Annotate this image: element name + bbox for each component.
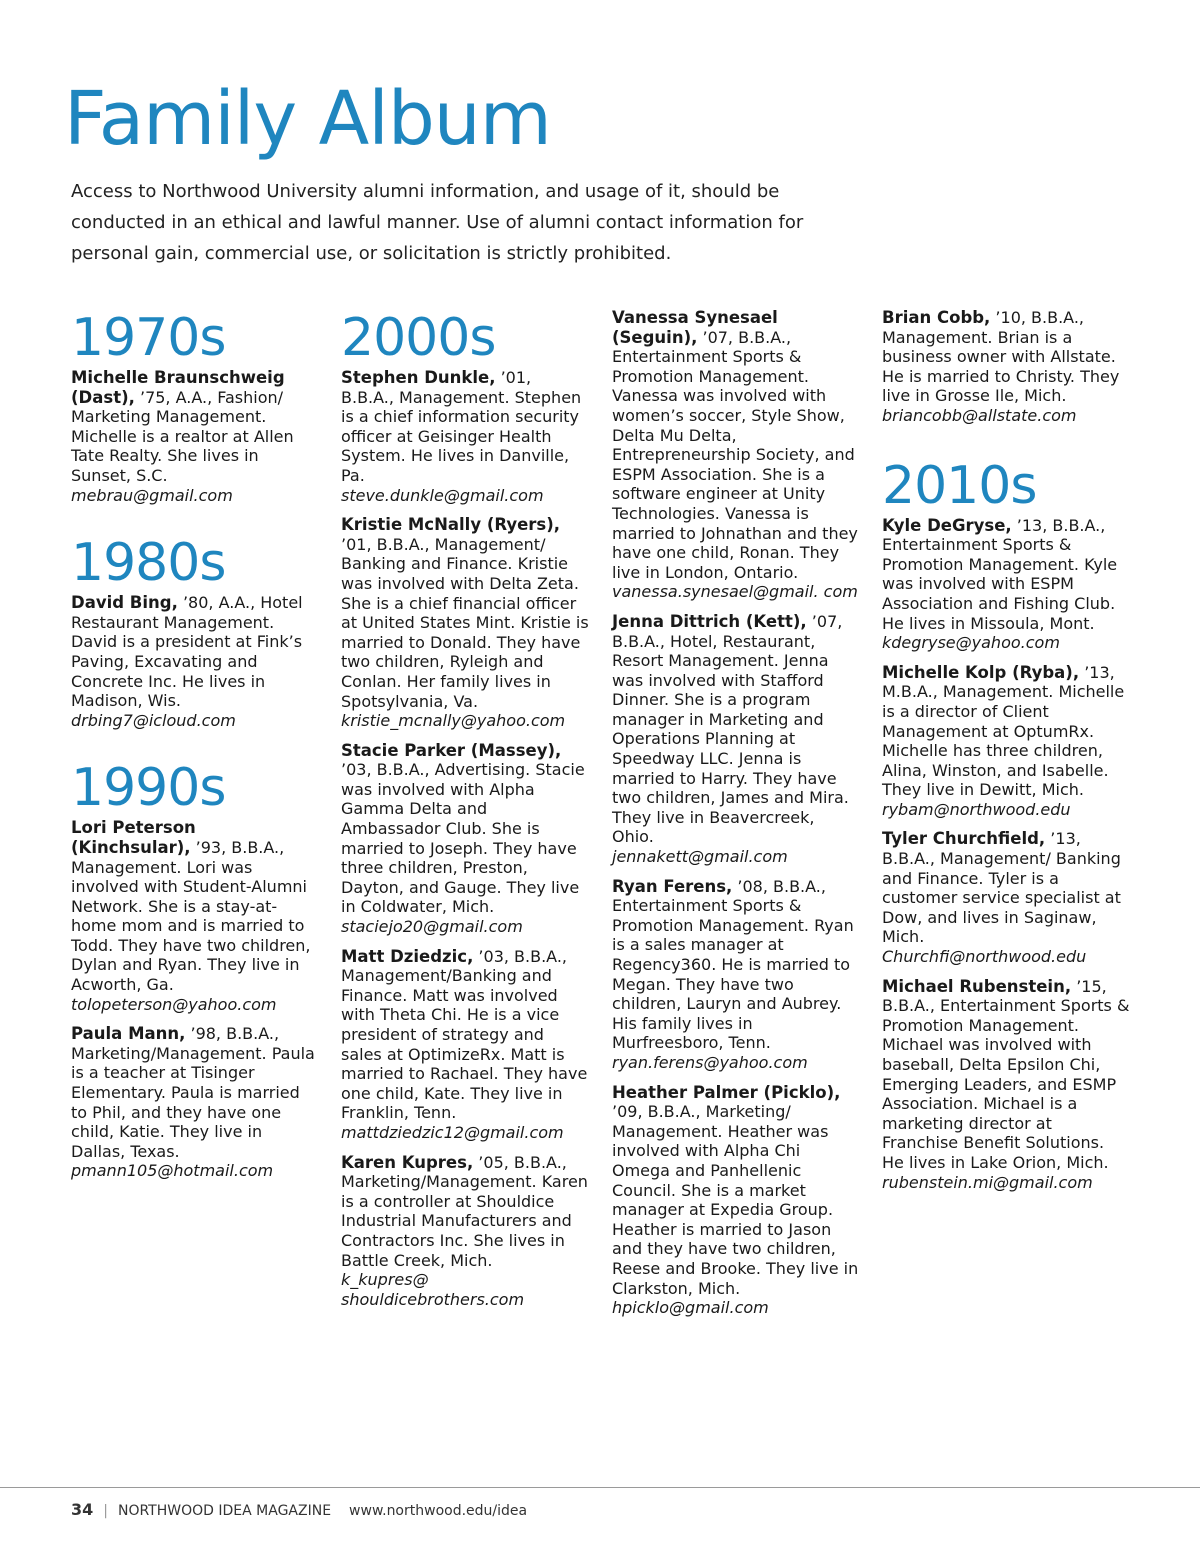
alumni-details: ’13, B.B.A., Entertainment Sports & Promotion Management. Kyle was involved with ESPM Association and Fishing Club. He lives in Missoula, Mont. (882, 515, 1118, 633)
page-footer (71, 1500, 527, 1519)
alumni-name: Michelle Braunschweig (Dast), (71, 368, 285, 407)
alumni-email: pmann105@hotmail.com (71, 1161, 274, 1181)
alumni-details: ’13, B.B.A., Management/ Banking and Finance. Tyler is a customer service specialist at Dow, and lives in Saginaw, Mich. (882, 829, 1121, 947)
alumni-details: ’10, B.B.A., Management. Brian is a business owner with Allstate. He is married to Christy. They live in Grosse Ile, Mich. (882, 308, 1120, 406)
alumni-entry (71, 818, 319, 1014)
alumni-entry (612, 308, 860, 602)
alumni-email: rybam@northwood.edu (882, 799, 1071, 819)
alumni-entry (341, 368, 589, 505)
column-2 (341, 308, 589, 1319)
decade-heading-1970s: 1970s (71, 308, 226, 368)
alumni-email: rubenstein.mi@gmail.com (882, 1172, 1093, 1192)
alumni-name: Stephen Dunkle, (341, 368, 496, 387)
alumni-name: Brian Cobb, (882, 308, 991, 327)
alumni-entry (341, 947, 589, 1143)
alumni-entry (612, 877, 860, 1073)
alumni-name: Kyle DeGryse, (882, 515, 1012, 535)
alumni-details: ’13, M.B.A., Management. Michelle is a director of Client Management at OptumRx. Michelle has three children, Alina, Winston, and Isabelle. They live in Dewitt, Mich. (882, 662, 1125, 800)
alumni-details: ’01, B.B.A., Management. Stephen is a chief information security officer at Geisinger Health System. He lives in Danville, Pa. (341, 368, 582, 485)
alumni-email: kristie_mcnally@yahoo.com (341, 711, 566, 731)
decade-heading-2000s: 2000s (341, 308, 496, 368)
alumni-name: Heather Palmer (Picklo), (612, 1082, 841, 1102)
alumni-name: Matt Dziedzic, (341, 946, 474, 966)
alumni-name: Michael Rubenstein, (882, 976, 1072, 996)
alumni-name: Tyler Churchfield, (882, 829, 1046, 849)
alumni-email: Churchfi@northwood.edu (882, 947, 1087, 967)
decade-heading-1980s: 1980s (71, 533, 226, 594)
footer-separator: | (103, 1503, 108, 1519)
alumni-details: ’15, B.B.A., Entertainment Sports & Promotion Management. Michael was involved with baseball, Delta Epsilon Chi, Emerging Leaders, and ESMP Association. Michael is a marketing director at Franchise Benefit Solutions. He lives in Lake Orion, Mich. (882, 976, 1130, 1172)
alumni-name: Michelle Kolp (Ryba), (882, 662, 1080, 682)
alumni-details: ’07, B.B.A., Hotel, Restaurant, Resort Management. Jenna was involved with Stafford Dinner. She is a program manager in Marketing and Operations Planning at Speedway LLC. Jenna is married to Harry. They have two children, James and Mira. They live in Beavercreek, Ohio. (612, 611, 849, 847)
footer-divider (0, 1487, 1200, 1488)
alumni-entry (341, 741, 589, 937)
decade-heading-2010s: 2010s (882, 455, 1037, 516)
alumni-email: kdegryse@yahoo.com (882, 633, 1060, 653)
alumni-entry (341, 1153, 589, 1310)
page-title: Family Album (64, 76, 551, 162)
alumni-details: ’80, A.A., Hotel Restaurant Management. David is a president at Fink’s Paving, Excavating and Concrete Inc. He lives in Madison, Wis. (71, 593, 303, 711)
alumni-details: ’01, B.B.A., Management/ Banking and Finance. Kristie was involved with Delta Zeta. She is a chief financial officer at United States Mint. Kristie is married to Donald. They have two children, Ryleigh and Conlan. Her family lives in Spotsylvania, Va. (341, 534, 589, 711)
column-4 (882, 308, 1130, 1202)
alumni-details: ’09, B.B.A., Marketing/ Management. Heather was involved with Alpha Chi Omega and Panhellenic Council. She is a market manager at Expedia Group. Heather is married to Jason and they have two children, Reese and Brooke. They live in Clarkston, Mich. (612, 1102, 859, 1298)
alumni-details: ’05, B.B.A., Marketing/Management. Karen is a controller at Shouldice Industrial Manufacturers and Contractors Inc. She lives in Battle Creek, Mich. (341, 1152, 588, 1270)
alumni-email: mebrau@gmail.com (71, 485, 233, 505)
alumni-entry (882, 516, 1130, 653)
alumni-email: drbing7@icloud.com (71, 710, 236, 730)
alumni-name: Paula Mann, (71, 1024, 186, 1044)
alumni-email: staciejo20@gmail.com (341, 917, 523, 937)
decade-heading-1990s: 1990s (71, 758, 226, 819)
alumni-email: vanessa.synesael@gmail. com (612, 582, 858, 602)
intro-paragraph: Access to Northwood University alumni information, and usage of it, should be conducted in an ethical and lawful manner. Use of alumni contact information for personal gain, commercial use, or solicitation is strictly prohibited. (71, 181, 804, 264)
alumni-name: David Bing, (71, 593, 178, 613)
alumni-entry (71, 593, 319, 730)
alumni-entry (71, 1024, 319, 1181)
alumni-entry (341, 515, 589, 731)
alumni-name: Ryan Ferens, (612, 876, 733, 896)
alumni-email: mattdziedzic12@gmail.com (341, 1122, 564, 1142)
alumni-entry (882, 977, 1130, 1193)
alumni-details: ’07, B.B.A., Entertainment Sports & Promotion Management. Vanessa was involved with women’s soccer, Style Show, Delta Mu Delta, Entrepreneurship Society, and ESPM Association. She is a software engineer at Unity Technologies. Vanessa is married to Johnathan and they have one child, Ronan. They live in London, Ontario. (612, 327, 858, 582)
column-1 (71, 308, 319, 1191)
alumni-details: ’75, A.A., Fashion/ Marketing Management. Michelle is a realtor at Allen Tate Realty. She lives in Sunset, S.C. (71, 387, 294, 485)
alumni-name: Kristie McNally (Ryers), (341, 515, 561, 535)
alumni-entry (882, 663, 1130, 820)
alumni-details: ’93, B.B.A., Management. Lori was involved with Student-Alumni Network. She is a stay-at-home mom and is married to Todd. They have two children, Dylan and Ryan. They live in Acworth, Ga. (71, 837, 311, 995)
alumni-email: briancobb@allstate.com (882, 405, 1077, 425)
alumni-email: tolopeterson@yahoo.com (71, 994, 277, 1014)
alumni-entry (71, 368, 319, 505)
alumni-details: ’03, B.B.A., Management/Banking and Finance. Matt was involved with Theta Chi. He is a vice president of strategy and sales at OptimizeRx. Matt is married to Rachael. They have one child, Kate. They live in Franklin, Tenn. (341, 946, 588, 1123)
alumni-details: ’03, B.B.A., Advertising. Stacie was involved with Alpha Gamma Delta and Ambassador Club. She is married to Joseph. They have three children, Preston, Dayton, and Gauge. They live in Coldwater, Mich. (341, 760, 585, 917)
alumni-name: Jenna Dittrich (Kett), (612, 611, 807, 631)
alumni-email: ryan.ferens@yahoo.com (612, 1052, 808, 1072)
alumni-email: jennakett@gmail.com (612, 847, 788, 867)
alumni-entry (882, 308, 1130, 426)
alumni-email: k_kupres@ shouldicebrothers.com (341, 1270, 525, 1309)
alumni-entry (612, 1083, 860, 1318)
footer-url: www.northwood.edu/idea (349, 1503, 528, 1519)
alumni-email: steve.dunkle@gmail.com (341, 485, 544, 505)
alumni-email: hpicklo@gmail.com (612, 1298, 769, 1318)
alumni-entry (612, 612, 860, 867)
alumni-name: Stacie Parker (Massey), (341, 740, 562, 760)
alumni-details: ’08, B.B.A., Entertainment Sports & Promotion Management. Ryan is a sales manager at Regency360. He is married to Megan. They have two children, Lauryn and Aubrey. His family lives in Murfreesboro, Tenn. (612, 876, 854, 1053)
column-3 (612, 308, 860, 1328)
alumni-name: Karen Kupres, (341, 1152, 474, 1172)
alumni-name: Vanessa Synesael (Seguin), (612, 308, 778, 347)
alumni-name: Lori Peterson (Kinchsular), (71, 818, 196, 857)
publication-name: NORTHWOOD IDEA MAGAZINE (117, 1503, 332, 1519)
page-number: 34 (71, 1500, 94, 1519)
alumni-details: ’98, B.B.A., Marketing/Management. Paula is a teacher at Tisinger Elementary. Paula is married to Phil, and they have one child, Katie. They live in Dallas, Texas. (71, 1024, 315, 1161)
alumni-entry (882, 829, 1130, 966)
